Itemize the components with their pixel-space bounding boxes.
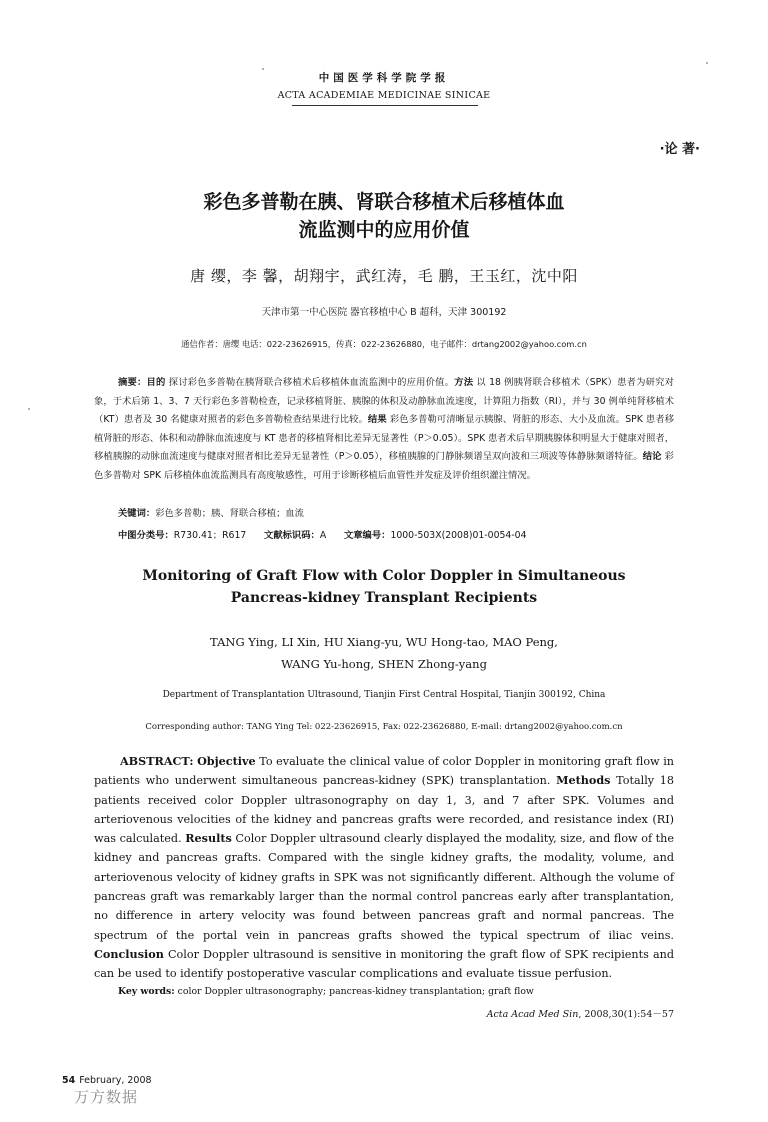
title-en-line2: Pancreas-kidney Transplant Recipients <box>230 590 538 606</box>
title-cn <box>0 188 768 244</box>
abstract-en-objective: To evaluate the clinical value of color Doppler in monitoring graft flow in patients who underwent simultaneous pancreas-kidney (SPK) transplantation. <box>94 755 674 788</box>
authors-en <box>0 631 768 675</box>
journal-name-en: ACTA ACADEMIAE MEDICINAE SINICAE <box>277 90 491 101</box>
keywords-cn-text: 彩色多普勒；胰、肾联合移植；血流 <box>155 508 304 519</box>
abstract-en <box>94 752 674 984</box>
scan-speck <box>262 68 264 70</box>
abstract-en-label: ABSTRACT: <box>120 754 194 768</box>
abstract-en-results-label: Results <box>185 831 232 846</box>
abstract-en-methods: Totally 18 patients received color Doppler ultrasonography on day 1, 3, and 7 after SPK. Volumes and arteriovenous velocities of the kidney and pancreas grafts were recorded, and resistance index (RI) was calculated. <box>94 774 674 846</box>
abstract-cn-conclusion-label: 结论 <box>642 451 662 463</box>
abstract-cn-objective-label: 目的 <box>146 377 166 388</box>
citation-journal: Acta Acad Med Sin <box>486 1009 579 1020</box>
doc-code-value: A <box>319 530 327 541</box>
abstract-cn-conclusion: 彩色多普勒对 SPK 后移植体血流监测具有高度敏感性，可用于诊断移植后血管性并发症及评价组织灌注情况。 <box>94 451 674 481</box>
footer-date: February, 2008 <box>79 1075 152 1086</box>
column-label: ·论 著· <box>659 142 700 157</box>
citation <box>487 1006 674 1020</box>
article-no-value: 1000-503X(2008)01-0054-04 <box>390 530 527 541</box>
scan-speck <box>706 62 708 64</box>
keywords-en-label: Key words: <box>118 986 175 997</box>
classification-cn <box>118 527 678 541</box>
abstract-en-objective-label: Objective <box>197 754 256 768</box>
affiliation-cn: 天津市第一中心医院 器官移植中心 B 超科，天津 300192 <box>261 307 507 318</box>
keywords-en-text: color Doppler ultrasonography; pancreas-kidney transplantation; graft flow <box>177 986 534 997</box>
title-en-line1: Monitoring of Graft Flow with Color Doppler in Simultaneous <box>142 568 626 584</box>
title-cn-line1: 彩色多普勒在胰、肾联合移植术后移植体血 <box>203 191 565 213</box>
authors-en-line1: TANG Ying, LI Xin, HU Xiang-yu, WU Hong-tao, MAO Peng, <box>210 635 558 649</box>
authors-cn: 唐 缨，李 馨，胡翔宇，武红涛，毛 鹏，王玉红，沈中阳 <box>190 267 578 285</box>
abstract-en-methods-label: Methods <box>556 773 611 788</box>
doc-code-label: 文献标识码： <box>264 530 320 541</box>
abstract-en-conclusion: Color Doppler ultrasound is sensitive in monitoring the graft flow of SPK recipients and can be used to identify postoperative vascular complications and evaluate tissue perfusion. <box>94 947 674 981</box>
keywords-cn-label: 关键词： <box>118 508 156 519</box>
abstract-en-conclusion-label: Conclusion <box>94 946 164 961</box>
journal-name-cn: 中国医学科学院学报 <box>318 72 450 84</box>
authors-en-line2: WANG Yu-hong, SHEN Zhong-yang <box>281 657 487 671</box>
page-footer <box>62 1075 152 1086</box>
watermark-logo: 万方数据 <box>74 1088 139 1106</box>
abstract-cn-results-label: 结果 <box>367 414 387 426</box>
abstract-en-results: Color Doppler ultrasound clearly displayed the modality, size, and flow of the kidney and pancreas grafts. Compared with the single kidney grafts, the modality, volume, and arteriovenous velocity of kidney grafts in SPK was not significantly different. Although the volume of pancreas graft was remarkably larger than the normal control pancreas early after transplantation, no difference in artery velocity was found between pancreas graft and normal pancreas. The spectrum of the portal vein in pancreas grafts showed the typical spectrum of iliac veins. <box>94 832 674 942</box>
affiliation-en: Department of Transplantation Ultrasound, Tianjin First Central Hospital, Tianjin 300192, China <box>162 690 606 700</box>
citation-details: , 2008,30(1):54－57 <box>578 1009 674 1020</box>
abstract-cn-methods: 以 18 例胰肾联合移植术（SPK）患者为研究对象，于术后第 1、3、7 天行彩色多普勒检查，记录移植肾脏、胰腺的体积及动静脉血流速度，计算阻力指数（RI），并与 30 例单纯肾移植术（KT）患者及 30 名健康对照者的彩色多普勒检查结果进行比较。 <box>94 377 674 426</box>
clc-label: 中图分类号： <box>118 530 174 541</box>
header-rule <box>292 105 478 106</box>
clc-value: R730.41；R617 <box>173 530 247 541</box>
abstract-cn-objective: 探讨彩色多普勒在胰肾联合移植术后移植体血流监测中的应用价值。 <box>168 377 455 388</box>
keywords-en <box>118 986 678 997</box>
title-cn-line2: 流监测中的应用价值 <box>298 219 470 241</box>
abstract-cn-results: 彩色多普勒可清晰显示胰腺、肾脏的形态、大小及血流。SPK 患者移植肾脏的形态、体积和动静脉血流速度与 KT 患者的移植肾相比差异无显著性（P＞0.05）。SPK 患者术后早期胰腺体积明显大于健康对照者，移植胰腺的动脉血流速度与健康对照者相比差异无显著性（P＞0.05），移植胰腺的门静脉频谱呈双向波和三项波等体静脉频谱特征。 <box>94 414 674 463</box>
page-number: 54 <box>62 1075 76 1086</box>
abstract-cn-methods-label: 方法 <box>454 377 474 388</box>
abstract-cn-label: 摘要： <box>118 377 147 388</box>
scan-speck <box>28 408 30 410</box>
article-no-label: 文章编号： <box>343 530 391 541</box>
keywords-cn <box>118 505 678 519</box>
abstract-cn <box>94 374 674 486</box>
title-en <box>0 565 768 609</box>
correspondence-cn: 通信作者：唐缨 电话：022-23626915，传真：022-23626880，电子邮件：drtang2002@yahoo.com.cn <box>181 339 587 349</box>
correspondence-en: Corresponding author: TANG Ying Tel: 022-23626915, Fax: 022-23626880, E-mail: drtang2002@yahoo.com.cn <box>145 722 623 732</box>
